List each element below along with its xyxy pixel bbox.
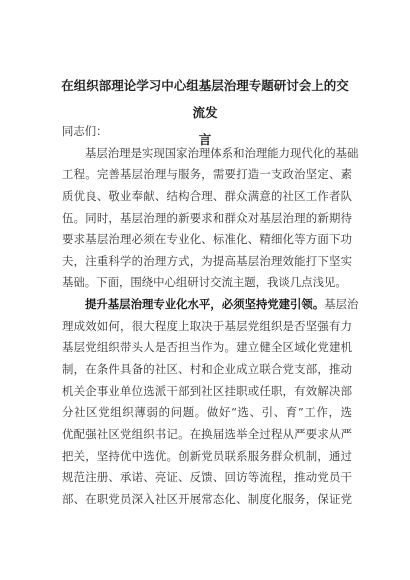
salutation: 同志们： — [62, 124, 108, 138]
paragraph-line: 机关企事业单位选派干部到社区挂职或任职，有效解决部 — [62, 383, 352, 398]
title-line-2: 言 — [198, 132, 212, 147]
paragraph-line: 基础。下面，围绕中心组研讨交流主题，我谈几点浅见。 — [62, 275, 347, 290]
paragraph-text: 基层治 — [324, 297, 359, 312]
paragraph-line: 工程。完善基层治理与服务，需要打造一支政治坚定、素 — [62, 167, 352, 182]
paragraph-line: 部、在职党员深入社区开展常态化、制度化服务，保证党 — [62, 491, 352, 506]
paragraph-line: 理成效如何，很大程度上取决于基层党组织是否坚强有力 — [62, 318, 352, 333]
document-body — [62, 121, 359, 511]
paragraph-line: 把关，坚持优中选优。创新党员联系服务群众机制，通过 — [62, 448, 352, 463]
paragraph-line: 规范注册、承诺、亮证、反馈、回访等流程，推动党员干 — [62, 470, 352, 485]
paragraph-line: 夫，注重科学的治理方式，为提高基层治理效能打下坚实 — [62, 253, 352, 268]
paragraph-line: 分社区党组织薄弱的问题。做好“选、引、育”工作，选 — [62, 405, 352, 420]
paragraph-line: 伍。同时，基层治理的新要求和群众对基层治理的新期待 — [62, 210, 352, 225]
paragraph-line: 基层党组织带头人是否担当作为。建立健全区域化党建机 — [62, 340, 352, 355]
paragraph-party-building — [62, 294, 359, 510]
title-line-1: 在组织部理论学习中心组基层治理专题研讨会上的交流发 — [61, 78, 349, 120]
paragraph-intro — [62, 143, 359, 294]
paragraph-line — [62, 294, 359, 316]
paragraph-line: 优配强社区党组织书记。在换届选举全过程从严要求从严 — [62, 426, 352, 441]
paragraph-line: 质优良、敬业奉献、结构合理、群众满意的社区工作者队 — [62, 188, 352, 203]
paragraph-line: 基层治理是实现国家治理体系和治理能力现代化的基础 — [85, 145, 359, 160]
paragraph-line: 制，在条件具备的社区、村和企业成立联合党支部，推动 — [62, 362, 352, 377]
section-heading: 提升基层治理专业化水平，必须坚持党建引领。 — [85, 297, 325, 312]
paragraph-line: 要求基层治理必须在专业化、标准化、精细化等方面下功 — [62, 232, 352, 247]
